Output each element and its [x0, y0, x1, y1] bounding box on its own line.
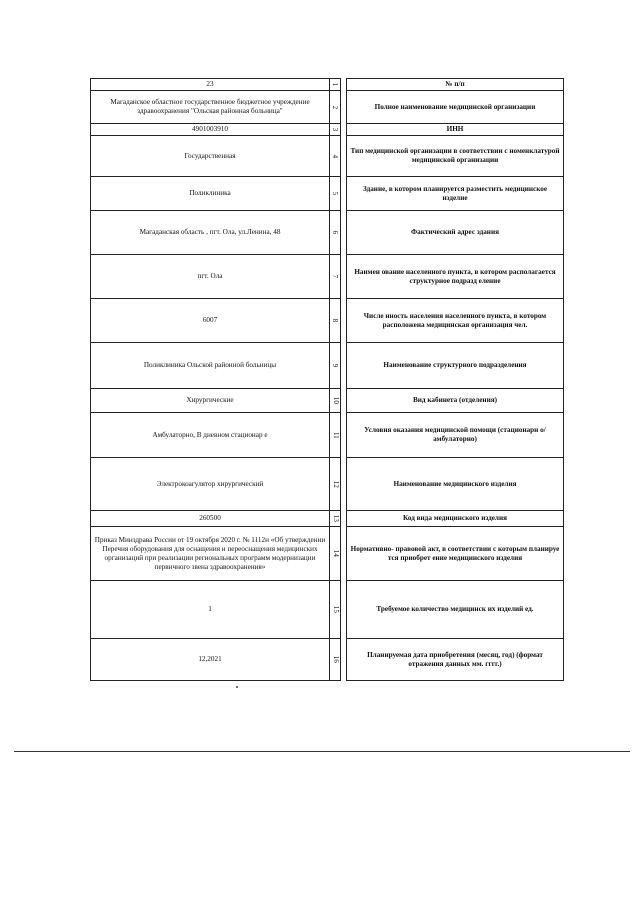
scan-speck [236, 686, 238, 688]
row-number: 13 [330, 511, 341, 527]
value-cell: 4901003910 [91, 124, 330, 136]
value-cell: 1 [91, 581, 330, 639]
label-cell: Фактический адрес здания [347, 211, 564, 255]
table-row [91, 527, 564, 581]
row-number: 9 [330, 343, 341, 389]
value-cell: Магаданское областное государственное бюджетное учреждение здравоохранения "Ольская районная больница" [91, 91, 330, 124]
label-cell: ИНН [347, 124, 564, 136]
value-cell: 12,2021 [91, 639, 330, 681]
row-number: 6 [330, 211, 341, 255]
label-cell: Вид кабинета (отделения) [347, 389, 564, 413]
table-row [91, 136, 564, 177]
label-cell: Планируемая дата приобретения (месяц, год) (формат отражения данных мм. гггг.) [347, 639, 564, 681]
table-row [91, 413, 564, 458]
table-row [91, 511, 564, 527]
value-cell: Магаданская область , пгт. Ола, ул.Ленина, 48 [91, 211, 330, 255]
value-cell: 23 [91, 79, 330, 91]
label-cell: № п/п [347, 79, 564, 91]
label-cell: Полное наименование медицинской организации [347, 91, 564, 124]
value-cell: Государственная [91, 136, 330, 177]
label-cell: Числе нность населения населенного пункта, в котором расположена медицинская организация чел. [347, 299, 564, 343]
label-cell: Нормативно- правовой акт, в соответствии с которым планируе тся приобрет ение медицинского изделия [347, 527, 564, 581]
table-row [91, 177, 564, 211]
value-cell: Приказ Минздрава России от 19 октября 2020 г. № 1112н «Об утверждении Перечня оборудования для оснащения и переоснащения медицинских организаций при реализации региональных программ модернизации первичного звена здравоохранения» [91, 527, 330, 581]
table-row [91, 343, 564, 389]
table-row [91, 581, 564, 639]
label-cell: Условия оказания медицинской помощи (стационарн о/амбулаторно) [347, 413, 564, 458]
row-number: 8 [330, 299, 341, 343]
table-row [91, 389, 564, 413]
value-cell: Амбулаторно, В дневном стационар е [91, 413, 330, 458]
value-cell: Хирургические [91, 389, 330, 413]
row-number: 10 [330, 389, 341, 413]
table-row [91, 458, 564, 511]
row-number: 11 [330, 413, 341, 458]
table-row [91, 299, 564, 343]
row-number: 7 [330, 255, 341, 299]
table-row [91, 211, 564, 255]
value-cell: 6007 [91, 299, 330, 343]
table-row [91, 124, 564, 136]
row-number: 16 [330, 639, 341, 681]
row-number: 4 [330, 136, 341, 177]
label-cell: Здание, в котором планируется разместить медицинское изделие [347, 177, 564, 211]
row-number: 12 [330, 458, 341, 511]
row-number: 1 [330, 79, 341, 91]
value-cell: Поликлиника [91, 177, 330, 211]
row-number: 5 [330, 177, 341, 211]
label-cell: Наимен ование населенного пункта, в котором располагается структурное подразд еление [347, 255, 564, 299]
medical-device-table [90, 78, 564, 681]
value-cell: 260500 [91, 511, 330, 527]
value-cell: Электрокоагулятор хирургический [91, 458, 330, 511]
value-cell: пгт. Ола [91, 255, 330, 299]
row-number: 3 [330, 124, 341, 136]
label-cell: Наименование структурного подразделения [347, 343, 564, 389]
row-number: 15 [330, 581, 341, 639]
label-cell: Тип медицинской организации в соответствии с номенклатурой медицинской организации [347, 136, 564, 177]
table-row [91, 255, 564, 299]
footer-rule [14, 751, 630, 752]
label-cell: Требуемое количество медицинск их изделий ед. [347, 581, 564, 639]
label-cell: Код вида медицинского изделия [347, 511, 564, 527]
table-row [91, 91, 564, 124]
value-cell: Поликлиника Ольской районной больницы [91, 343, 330, 389]
table-row [91, 639, 564, 681]
row-number: 14 [330, 527, 341, 581]
row-number: 2 [330, 91, 341, 124]
table-row [91, 79, 564, 91]
label-cell: Наименование медицинского изделия [347, 458, 564, 511]
